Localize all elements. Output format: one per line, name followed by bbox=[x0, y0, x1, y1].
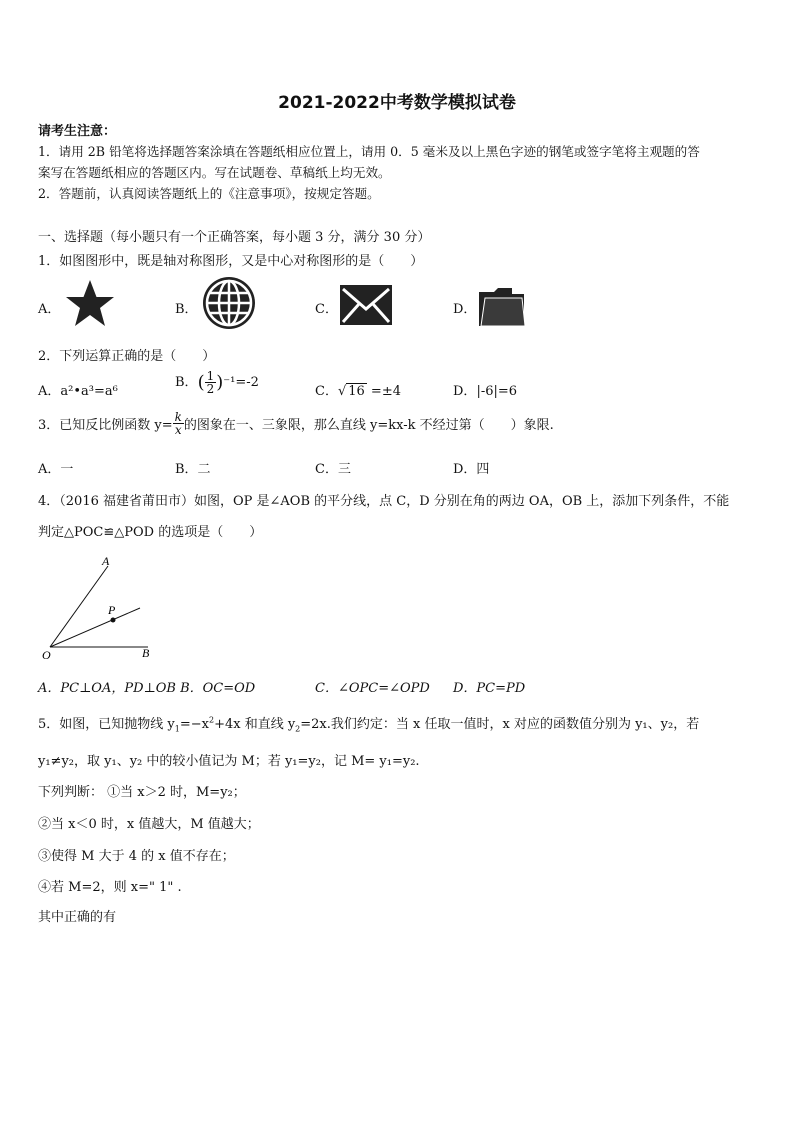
q2-option-c-radicand: 16 bbox=[348, 384, 365, 399]
q5-judge-2: ②当 x＜0 时，x 值越大，M 值越大； bbox=[38, 817, 260, 832]
q5-end: 其中正确的有 bbox=[38, 910, 117, 925]
star-icon bbox=[62, 276, 118, 332]
q2-stem: 2．下列运算正确的是（ ） bbox=[38, 349, 216, 364]
q3-numerator: k bbox=[174, 410, 182, 424]
q4-line2: 判定△POC≌△POD 的选项是（ ） bbox=[38, 525, 263, 540]
q2-b-denominator: 2 bbox=[206, 382, 215, 396]
notice-line1b: 案写在答题纸相应的答题区内。写在试题卷、草稿纸上均无效。 bbox=[38, 165, 391, 180]
q2-option-b-label: B． bbox=[175, 375, 198, 390]
label-p: P bbox=[108, 603, 116, 617]
q5-judge-1: 下列判断： ①当 x＞2 时，M=y₂； bbox=[38, 785, 246, 800]
q1-option-a-label: A． bbox=[38, 302, 61, 317]
q2-option-d-text: |-6|=6 bbox=[476, 384, 518, 399]
q5-line1: 5．如图，已知抛物线 $y_1=-x^2+4x$ 和直线 $y_2=2x$.我们约定：当 x 任取一值时，x 对应的函数值分别为 y₁、y₂，若 bbox=[38, 715, 700, 734]
notice-line2: 2．答题前，认真阅读答题纸上的《注意事项》，按规定答题。 bbox=[38, 186, 380, 201]
q3-option-a: A．一 bbox=[38, 462, 74, 477]
q5-line2: y₁≠y₂，取 y₁、y₂ 中的较小值记为 M；若 y₁=y₂，记 M= y₁=y₂. bbox=[38, 754, 420, 769]
notice-heading: 请考生注意： bbox=[38, 124, 117, 139]
section-heading: 一、选择题（每小题只有一个正确答案，每小题 3 分，满分 30 分） bbox=[38, 230, 431, 245]
q1-option-b-label: B． bbox=[175, 302, 198, 317]
label-o: O bbox=[42, 648, 51, 662]
q3-option-c: C．三 bbox=[315, 462, 351, 477]
globe-icon bbox=[200, 274, 258, 332]
q1-stem: 1．如图图形中，既是轴对称图形，又是中心对称图形的是（ ） bbox=[38, 254, 424, 269]
q3-option-b: B．二 bbox=[175, 462, 211, 477]
q2-option-a-label: A． bbox=[38, 384, 61, 399]
page-title: 2021-2022中考数学模拟试卷 bbox=[278, 93, 516, 113]
q3-denominator: x bbox=[174, 423, 182, 437]
q5-judge-4: ④若 M=2，则 x=" 1" . bbox=[38, 880, 182, 895]
q2-option-b-fraction bbox=[205, 370, 217, 395]
notice-line1a: 1．请用 2B 铅笔将选择题答案涂填在答题纸相应位置上，请用 0．5 毫米及以上黑色字迹的钢笔或签字笔将主观题的答 bbox=[38, 144, 700, 159]
q2-option-c-label: C． bbox=[315, 384, 338, 399]
q3-stem-a: 3．已知反比例函数 y= bbox=[38, 418, 173, 433]
q3-option-d: D．四 bbox=[453, 462, 490, 477]
q2-option-c-rest: =±4 bbox=[366, 384, 401, 399]
folder-icon bbox=[476, 284, 528, 330]
q5-line1-part1: 5．如图，已知抛物线 y bbox=[38, 717, 175, 732]
q2-option-b: B．( $\frac{1}{2}$ )⁻¹=-2 bbox=[175, 369, 259, 396]
q4-option-c: C．∠OPC=∠OPD bbox=[315, 681, 430, 696]
q3-stem-b: 的图象在一、三象限，那么直线 y=kx-k 不经过第（ ）象限. bbox=[183, 418, 554, 433]
label-b: B bbox=[142, 646, 150, 660]
q3-fraction bbox=[173, 411, 184, 436]
q1-option-d-label: D． bbox=[453, 302, 477, 317]
q4-option-d: D．PC=PD bbox=[453, 681, 526, 696]
q4-line1: 4．（2016 福建省莆田市）如图，OP 是∠AOB 的平分线，点 C，D 分别在角的两边 OA，OB 上，添加下列条件，不能 bbox=[38, 494, 730, 509]
q2-option-a-text: a²•a³=a⁶ bbox=[60, 384, 118, 399]
envelope-icon bbox=[338, 282, 394, 328]
q2-option-b-rest: ⁻¹=-2 bbox=[223, 375, 259, 390]
q2-option-c: C．√ 16 =±4 bbox=[315, 384, 401, 399]
q2-option-d-label: D． bbox=[453, 384, 477, 399]
q4-options-ab: A．PC⊥OA，PD⊥OB B．OC=OD bbox=[38, 681, 256, 696]
q2-option-d bbox=[453, 380, 517, 399]
q3-stem bbox=[38, 411, 554, 436]
label-a: A bbox=[102, 554, 110, 568]
q2-option-a bbox=[38, 380, 118, 399]
q5-line1-part3: +4x 和直线 y bbox=[214, 717, 296, 732]
q1-option-c-label: C． bbox=[315, 302, 338, 317]
q2-b-numerator: 1 bbox=[206, 369, 215, 383]
q5-line1-part2: =−x bbox=[179, 717, 209, 732]
q5-line1-part4: =2x.我们约定：当 x 任取一值时，x 对应的函数值分别为 y₁、y₂，若 bbox=[300, 717, 700, 732]
q5-judge-3: ③使得 M 大于 4 的 x 值不存在； bbox=[38, 849, 235, 864]
angle-bisector-figure bbox=[38, 550, 168, 662]
